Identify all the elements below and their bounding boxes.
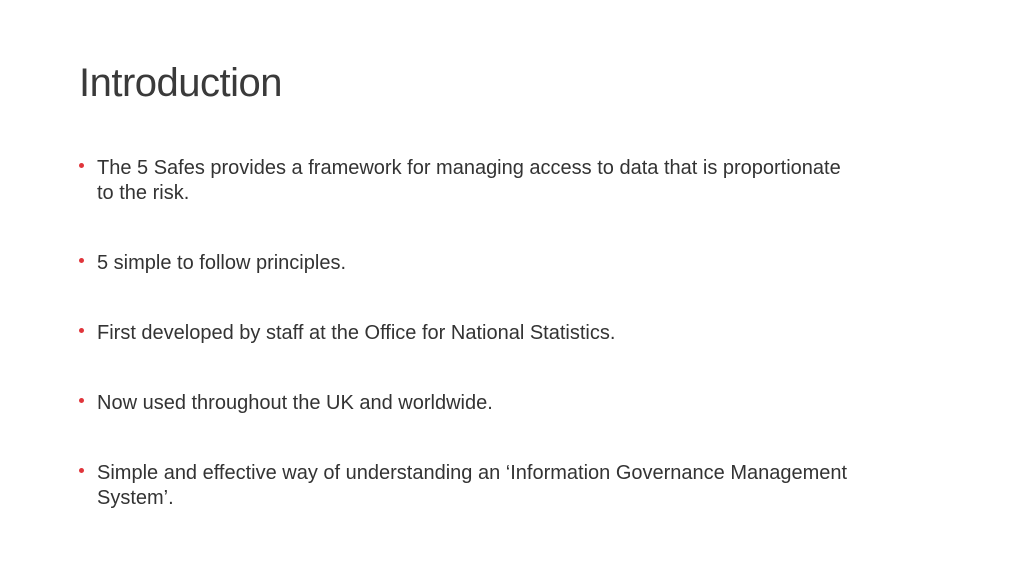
bullet-item: [79, 391, 859, 416]
bullet-dot-icon: [79, 163, 84, 168]
bullet-dot-icon: [79, 398, 84, 403]
bullet-text: 5 simple to follow principles.: [97, 252, 346, 274]
bullet-item: [79, 251, 859, 276]
bullet-text: The 5 Safes provides a framework for managing access to data that is proportionate to the risk.: [97, 157, 841, 204]
slide-title: Introduction: [79, 61, 283, 105]
bullet-dot-icon: [79, 258, 84, 263]
bullet-dot-icon: [79, 468, 84, 473]
bullet-dot-icon: [79, 328, 84, 333]
bullet-text: Simple and effective way of understanding an ‘Information Governance Management System’.: [97, 462, 848, 509]
bullet-text: Now used throughout the UK and worldwide.: [97, 392, 493, 414]
bullet-item: [79, 156, 859, 206]
bullet-list: [79, 156, 859, 511]
bullet-item: [79, 321, 859, 346]
bullet-text: First developed by staff at the Office for National Statistics.: [97, 322, 616, 344]
bullet-item: [79, 461, 859, 511]
